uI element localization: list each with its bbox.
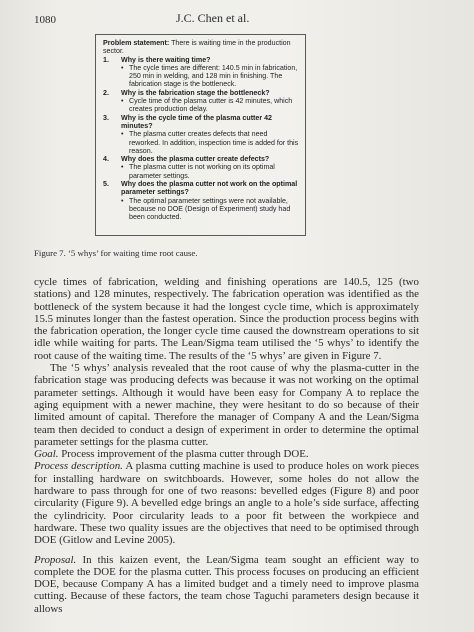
proposal-paragraph [34, 554, 419, 615]
why-answer-text: The cycle times are different: 140.5 min in fabrication, 250 min in welding, and 128 min in finishing. The fabrication stage is the bottleneck. [129, 63, 298, 89]
why-question-text: Why does the plasma cutter not work on the optimal parameter settings? [121, 180, 298, 197]
bullet-icon: • [121, 97, 124, 106]
why-answer-1 [103, 64, 300, 89]
goal-label: Goal. [34, 448, 59, 461]
why-number: 5. [103, 180, 109, 189]
why-question-text: Why is the cycle time of the plasma cutter 42 minutes? [121, 113, 272, 130]
goal-paragraph [34, 448, 419, 460]
why-question-5 [103, 180, 300, 197]
why-question-2 [103, 89, 300, 97]
why-answer-text: The optimal parameter settings were not available, because no DOE (Design of Experiment) study had been conducted. [129, 196, 291, 222]
bullet-icon: • [121, 130, 124, 139]
why-answer-5 [103, 197, 300, 222]
why-answer-3 [103, 130, 300, 155]
proposal-label: Proposal. [34, 553, 77, 566]
problem-label: Problem statement: [103, 39, 170, 47]
body-text [34, 276, 419, 615]
running-head: J.C. Chen et al. [176, 11, 250, 25]
goal-text: Process improvement of the plasma cutter through DOE. [58, 448, 309, 461]
why-question-text: Why is there waiting time? [121, 55, 211, 64]
why-question-3 [103, 114, 300, 131]
paragraph-2: The ‘5 whys’ analysis revealed that the root cause of why the plasma-cutter in the fabrication stage was producing defects was because it was not working on the optimal parameter settings. Although it would have been easy for Company A to replace the aging equipment with a newer machine, they were hesitant to do so because of their limited amount of capital. Therefore the manager of Company A and the Lean/Sigma team then decided to conduct a design of experiment in order to determine the optimal parameter settings for the plasma cutter. [34, 362, 419, 448]
why-question-text: Why does the plasma cutter create defects? [121, 155, 270, 164]
why-number: 2. [103, 88, 109, 97]
why-number: 4. [103, 155, 109, 164]
bullet-icon: • [121, 196, 124, 205]
page-number: 1080 [34, 14, 56, 26]
problem-statement [103, 39, 300, 56]
why-question-text: Why is the fabrication stage the bottleneck? [121, 88, 270, 97]
five-whys-figure [95, 34, 306, 236]
why-number: 1. [103, 55, 109, 64]
why-question-4 [103, 155, 300, 163]
why-answer-2 [103, 97, 300, 114]
proposal-text: In this kaizen event, the Lean/Sigma team sought an efficient way to complete the DOE for the plasma cutter. This process focuses on producing an efficient DOE, because Company A has a limited budget and a timely need to improve plasma cutting. Because of these factors, the team chose Taguchi parameters design because it allows [34, 553, 419, 615]
why-number: 3. [103, 113, 109, 122]
bullet-icon: • [121, 63, 124, 72]
problem-text: There is waiting time in the production sector. [103, 39, 291, 56]
process-label: Process description. [34, 460, 123, 473]
process-paragraph [34, 460, 419, 546]
process-text: A plasma cutting machine is used to produce holes on work pieces for installing hardware on switchboards. However, some holes do not allow the hardware to pass through for one of two reasons: bevelled edges (Figure 8) and poor circularity (Figure 9). A bevelled edge brings an angle to a hole’s side surface, affecting the cylindricity. Poor circularity leads to a poor fit between the workpiece and hardware. These two quality issues are the objectives that need to be optimised through DOE (Gitlow and Levine 2005). [34, 460, 419, 547]
why-question-1 [103, 56, 300, 64]
why-answer-text: The plasma cutter is not working on its optimal parameter settings. [129, 163, 275, 180]
why-answer-4 [103, 163, 300, 180]
bullet-icon: • [121, 163, 124, 172]
why-answer-text: The plasma cutter creates defects that need reworked. In addition, inspection time is added for this reason. [129, 130, 299, 155]
paragraph-1: cycle times of fabrication, welding and finishing operations are 140.5, 125 (two stations) and 128 minutes, respectively. The fabrication operation was identified as the bottleneck of the system because it had the longest cycle time, which is approximately 15.5 minutes longer than the fastest operation. Since the production process begins with the fabrication operation, the longer cycle time caused the downstream operations to sit idle while waiting for parts. The Lean/Sigma team utilised the ‘5 whys’ to identify the root cause of the waiting time. The results of the ‘5 whys’ are given in Figure 7. [34, 276, 419, 362]
figure-caption: Figure 7. ‘5 whys’ for waiting time root cause. [34, 248, 198, 258]
why-answer-text: Cycle time of the plasma cutter is 42 minutes, which creates production delay. [129, 97, 293, 114]
